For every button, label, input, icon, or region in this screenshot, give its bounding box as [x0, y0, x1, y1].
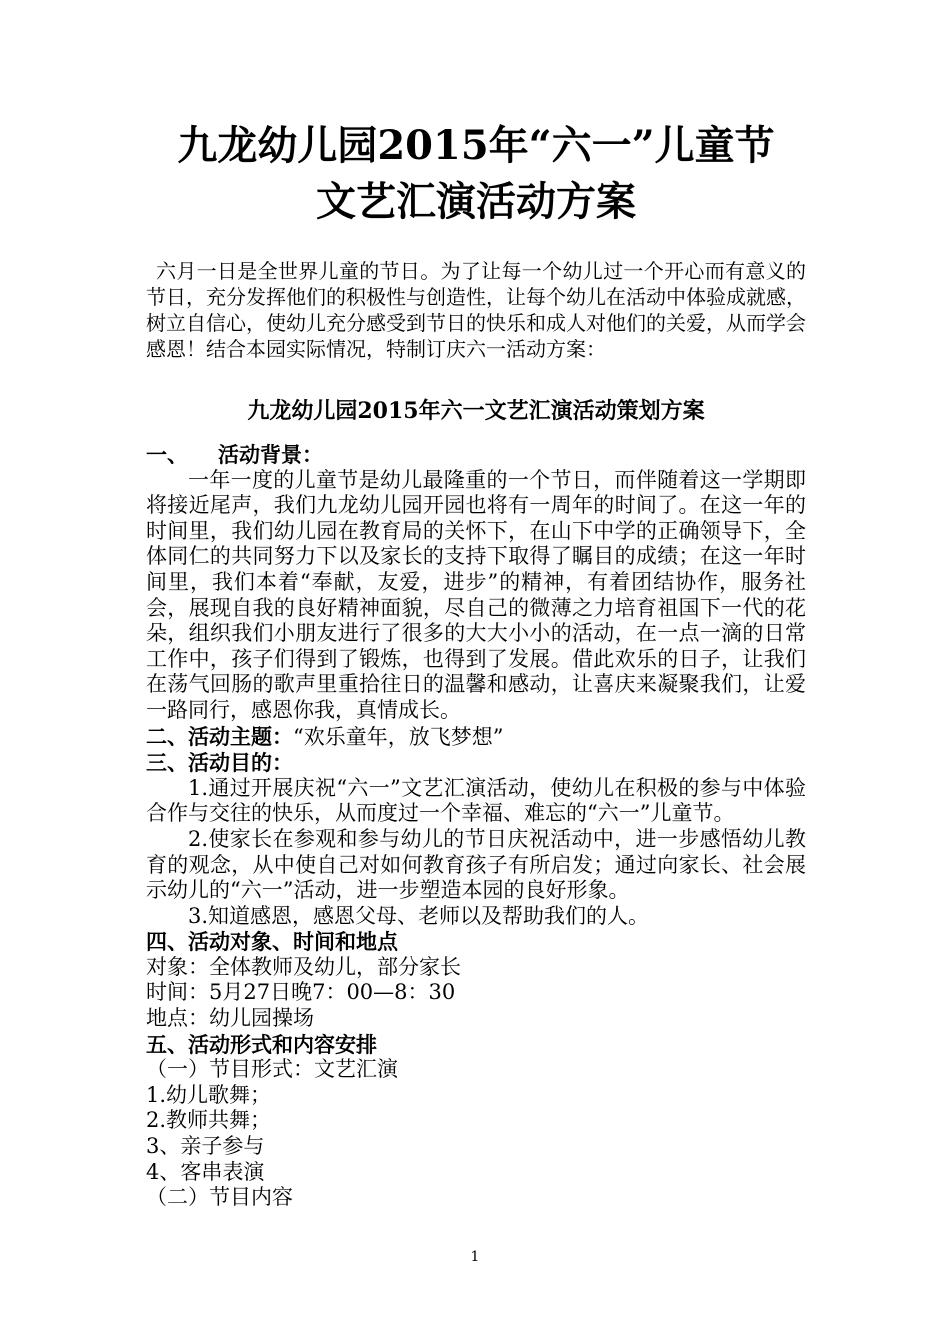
section-3-item-2: 2.使家长在参观和参与幼儿的节日庆祝活动中，进一步感悟幼儿教育的观念，从中使自己对如何教育孩子有所启发；通过向家长、社会展示幼儿的“六一”活动，进一步塑造本园的良好形象。 [146, 826, 806, 903]
section-5-line-3: 2.教师共舞； [146, 1108, 272, 1133]
section-5-line-2: 1.幼儿歌舞； [146, 1082, 272, 1107]
plan-body [146, 442, 806, 1211]
section-5-heading: 五、活动形式和内容安排 [146, 1031, 377, 1057]
section-4-time: 时间：5月27日晚7：00—8：30 [146, 980, 456, 1005]
intro-paragraph: 六月一日是全世界儿童的节日。为了让每一个幼儿过一个开心而有意义的节日，充分发挥他们的积极性与创造性，让每个幼儿在活动中体验成就感，树立自信心，使幼儿充分感受到节日的快乐和成人对他们的关爱，从而学会感恩！结合本园实际情况，特制订庆六一活动方案： [146, 259, 806, 361]
section-5-line-6: （二）节目内容 [146, 1185, 293, 1210]
section-2-theme: “欢乐童年，放飞梦想” [293, 724, 504, 749]
section-3-heading: 三、活动目的： [146, 750, 293, 776]
section-4-heading: 四、活动对象、时间和地点 [146, 929, 398, 955]
document-title-line-1: 九龙幼儿园2015年“六一”儿童节 [177, 122, 775, 169]
document-page [146, 118, 806, 1211]
section-1-paragraph: 一年一度的儿童节是幼儿最隆重的一个节日，而伴随着这一学期即将接近尾声，我们九龙幼儿园开园也将有一周年的时间了。在这一年的时间里，我们幼儿园在教育局的关怀下，在山下中学的正确领导下，全体同仁的共同努力下以及家长的支持下取得了瞩目的成绩；在这一年时间里，我们本着“奉献，友爱，进步”的精神，有着团结协作，服务社会，展现自我的良好精神面貌，尽自己的微薄之力培育祖国下一代的花朵，组织我们小朋友进行了很多的大大小小的活动，在一点一滴的日常工作中，孩子们得到了锻炼，也得到了发展。借此欢乐的日子，让我们在荡气回肠的歌声里重拾往日的温馨和感动，让喜庆来凝聚我们，让爱一路同行，感恩你我，真情成长。 [146, 467, 806, 722]
document-title [146, 118, 806, 230]
section-2-heading [146, 724, 806, 751]
section-4-audience: 对象：全体教师及幼儿，部分家长 [146, 954, 461, 979]
document-title-line-2: 文艺汇演活动方案 [316, 178, 636, 225]
plan-title: 九龙幼儿园2015年六一文艺汇演活动策划方案 [247, 398, 705, 424]
section-3-item-3: 3.知道感恩，感恩父母、老师以及帮助我们的人。 [188, 903, 650, 928]
section-3-item-1: 1.通过开展庆祝“六一”文艺汇演活动，使幼儿在积极的参与中体验合作与交往的快乐，从而度过一个幸福、难忘的“六一”儿童节。 [146, 775, 806, 826]
section-1-number: 一、 [146, 442, 188, 467]
section-4-location: 地点：幼儿园操场 [146, 1006, 314, 1031]
section-5-line-1: （一）节目形式：文艺汇演 [146, 1057, 398, 1082]
section-1-title: 活动背景： [218, 442, 323, 467]
section-1-heading [146, 442, 806, 468]
section-5-line-4: 3、亲子参与 [146, 1134, 265, 1159]
section-5-line-5: 4、客串表演 [146, 1159, 265, 1184]
page-number: 1 [470, 1249, 480, 1265]
section-2-title: 二、活动主题： [146, 723, 293, 749]
